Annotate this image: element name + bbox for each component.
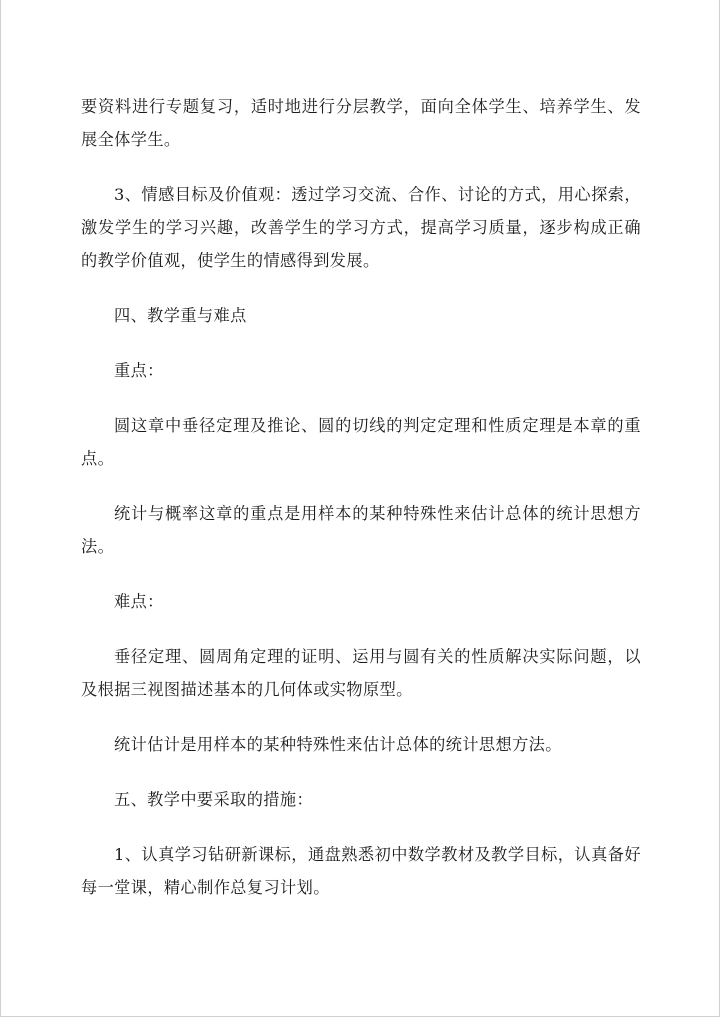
subheading-difficult-points: 难点： bbox=[114, 592, 164, 611]
paragraph-continuation: 要资料进行专题复习，适时地进行分层教学，面向全体学生、培养学生、发展全体学生。 bbox=[81, 97, 641, 149]
paragraph-statistics-difficulty: 统计估计是用样本的某种特殊性来估计总体的统计思想方法。 bbox=[114, 735, 562, 754]
paragraph-statistics-key-point: 统计与概率这章的重点是用样本的某种特殊性来估计总体的统计思想方法。 bbox=[81, 504, 641, 556]
section-heading-measures: 五、教学中要采取的措施： bbox=[114, 790, 314, 809]
paragraph-geometry-difficulty: 垂径定理、圆周角定理的证明、运用与圆有关的性质解决实际问题，以及根据三视图描述基本的几何体或实物原型。 bbox=[81, 647, 641, 699]
section-heading-key-difficult-points: 四、教学重与难点 bbox=[114, 306, 247, 325]
document-body bbox=[81, 90, 641, 926]
paragraph-circle-key-point: 圆这章中垂径定理及推论、圆的切线的判定定理和性质定理是本章的重点。 bbox=[81, 416, 641, 468]
subheading-key-points: 重点： bbox=[114, 361, 164, 380]
paragraph-measure-1: 1、认真学习钻研新课标，通盘熟悉初中数学教材及教学目标，认真备好每一堂课，精心制作总复习计划。 bbox=[81, 845, 641, 897]
paragraph-emotional-goals: 3、情感目标及价值观：透过学习交流、合作、讨论的方式，用心探索，激发学生的学习兴趣，改善学生的学习方式，提高学习质量，逐步构成正确的教学价值观，使学生的情感得到发展。 bbox=[81, 185, 641, 270]
